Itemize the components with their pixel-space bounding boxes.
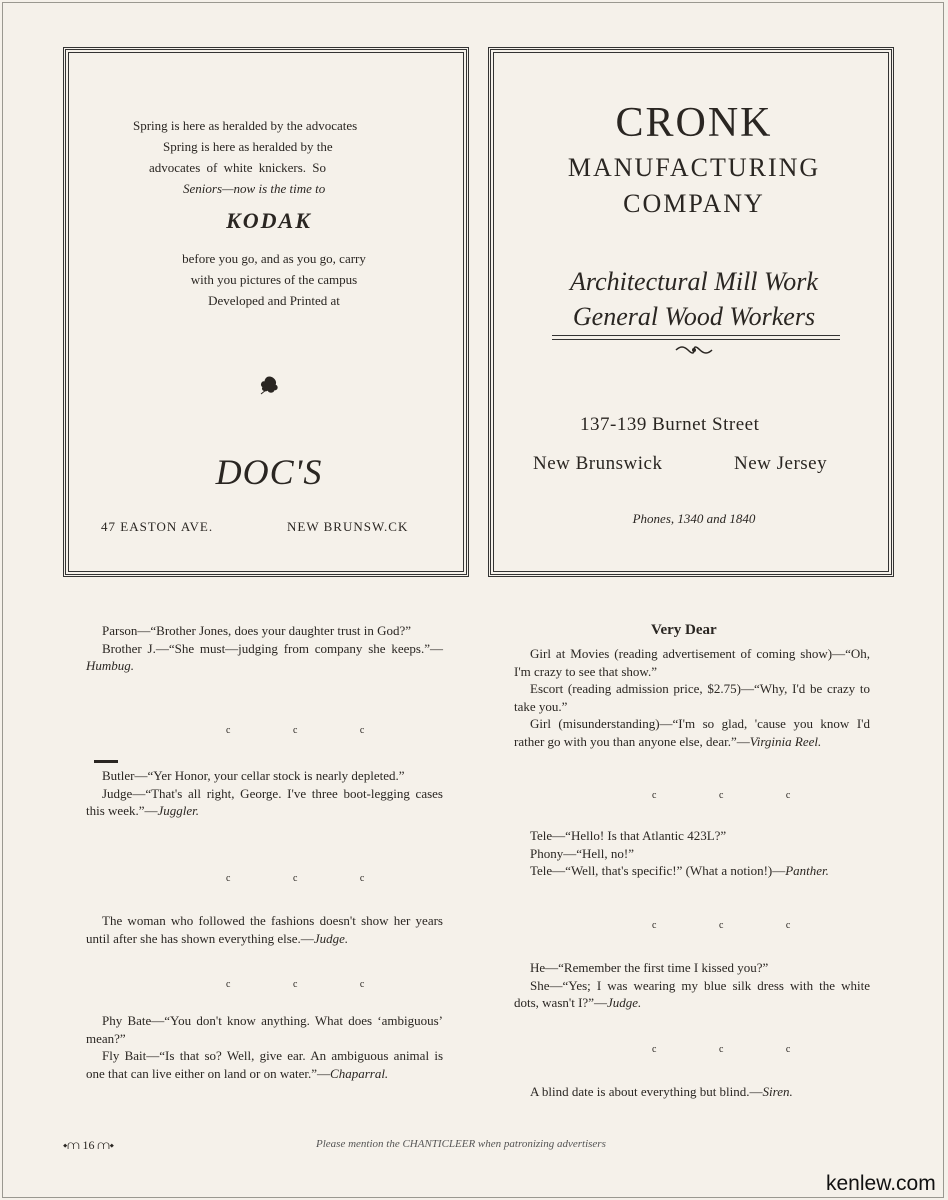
joke-line: He—“Remember the first time I kissed you?” [530,960,769,975]
joke-source: Virginia Reel. [749,733,822,749]
ad-body-line: with you pictures of the campus [190,272,358,287]
divider-rule [552,339,840,340]
company-name: CRONK [615,100,773,146]
company-name-line-3: COMPANY [623,189,765,218]
joke-line: Phony—“Hell, no!” [530,845,634,861]
joke-line: Brother J.—“She must—judging from company she keeps.”— [102,640,443,656]
joke-source: Judge. [606,995,642,1010]
separator: c c c [652,920,821,931]
ink-dash [94,760,118,763]
joke-line: Girl (misunderstanding)—“I'm so glad, 'cause you know I'd rather go with you than anyone else, dear.”— [514,716,870,749]
service-line: Architectural Mill Work [570,267,818,296]
ad-intro-line: Spring is here as heralded by the [163,139,333,154]
joke-source: Judge. [313,930,349,946]
leaf-ornament-icon [257,375,281,395]
company-name-line-2: MANUFACTURING [567,153,821,182]
joke-line: Butler—“Yer Honor, your cellar stock is nearly depleted.” [102,768,405,783]
service-line: General Wood Workers [572,302,816,331]
ad-intro-line: advocates of white knickers. So [149,160,326,175]
joke-source: Chaparral. [330,1065,389,1081]
doc-s-advertisement [63,47,469,577]
column-heading: Very Dear [651,622,717,638]
joke-source: Humbug. [86,658,135,673]
cronk-advertisement [488,47,894,577]
joke-line: Phy Bate—“You don't know anything. What does ‘ambiguous’ mean?” [86,1013,443,1046]
city: New Brunswick [533,453,663,474]
joke-line: Girl at Movies (reading advertisement of coming show)—“Oh, I'm crazy to see that show.” [514,646,870,679]
joke-line: Parson—“Brother Jones, does your daughter trust in God?” [102,623,412,638]
kodak-heading: KODAK [226,208,312,233]
separator: c c c [652,1044,821,1055]
watermark: kenlew.com [826,1172,936,1195]
street-address: 137-139 Burnet Street [580,414,760,435]
separator: c c c [226,979,395,990]
joke-line: Fly Bait—“Is that so? Well, give ear. An ambiguous animal is one that can live either on land or on water.”— [86,1048,443,1081]
separator: c c c [226,725,395,736]
state: New Jersey [734,453,828,474]
joke-line: Judge—“That's all right, George. I've three boot-legging cases this week.”— [86,785,443,818]
joke-line: She—“Yes; I was wearing my blue silk dress with the white dots, wasn't I?”— [514,977,870,1010]
ad-body-line: Developed and Printed at [208,293,340,308]
joke-line: The woman who followed the fashions doesn't show her years until after she has shown everything else.— [86,913,443,946]
page-number: ⬩⩋ 16 ⩋⬩ [63,1138,114,1152]
store-city: NEW BRUNSW.CK [287,519,409,534]
footer-mention: Please mention the CHANTICLEER when patronizing advertisers [316,1138,606,1150]
joke-line: Tele—“Well, that's specific!” (What a notion!)— [530,863,786,878]
ad-intro-line: Spring is here as heralded by the advocates [133,118,358,133]
page-number-value: 16 [82,1138,95,1152]
divider-rule [552,335,840,336]
joke-line: Escort (reading admission price, $2.75)—“Why, I'd be crazy to take you.” [514,681,870,714]
ad-intro-line: Seniors—now is the time to [183,181,326,196]
scroll-ornament-icon [674,343,714,357]
phone-numbers: Phones, 1340 and 1840 [632,511,756,526]
joke-source: Panther. [785,863,829,878]
store-name: DOC'S [215,452,323,492]
separator: c c c [226,873,395,884]
joke-line: A blind date is about everything but blind.— [530,1084,763,1099]
separator: c c c [652,790,821,801]
joke-source: Juggler. [157,803,200,818]
joke-source: Siren. [762,1084,793,1099]
store-street: 47 EASTON AVE. [101,519,214,534]
ad-body-line: before you go, and as you go, carry [182,251,366,266]
joke-line: Tele—“Hello! Is that Atlantic 423L?” [530,828,727,843]
